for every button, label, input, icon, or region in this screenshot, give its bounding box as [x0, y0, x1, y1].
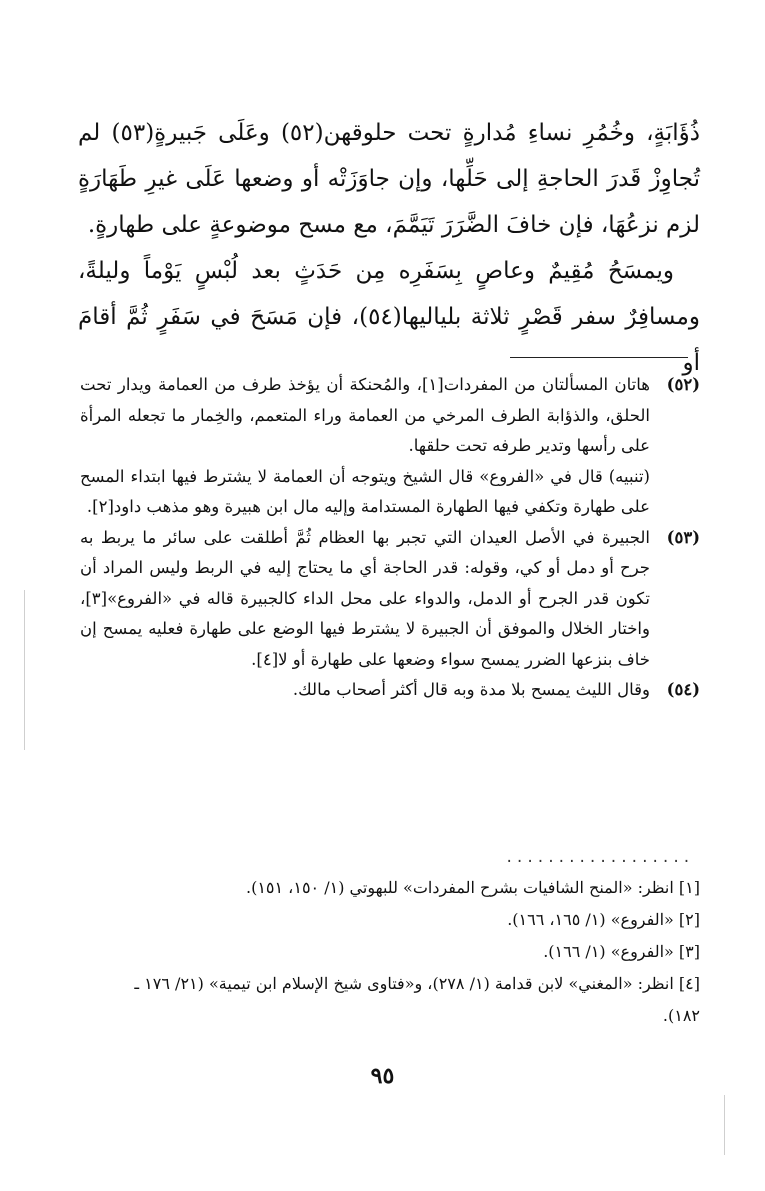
footnote-body: [80, 370, 650, 523]
footnote: [80, 523, 700, 676]
reference-separator-dots: ..................: [505, 850, 693, 866]
footnote-separator-line: [510, 357, 688, 358]
footnote-paragraph: هاتان المسألتان من المفردات[١]، والمُحنكة أن يؤخذ طرف من العمامة ويدار تحت الحلق، والذؤابة الطرف المرخي من العمامة وراء المتعمم، والخِمار ما تجعله المرأة على رأسها وتدير طرفه تحت حلقها.: [80, 375, 650, 455]
main-paragraph: ذُؤَابَةٍ، وخُمُرِ نساءِ مُدارةٍ تحت حلوقهن(٥٢) وعَلَى جَبيرةٍ(٥٣) لم تُجاوِزْ قَدرَ الحاجةِ إلى حَلِّها، وإن جاوَزَتْه أو وضعها عَلَى غيرِ طَهَارَةٍ لزم نزعُهَا، فإن خافَ الضَّرَرَ تَيَمَّمَ، مع مسح موضوعةٍ على طهارةٍ.: [78, 120, 700, 238]
reference-item: [٣] «الفروع» (١/ ١٦٦).: [543, 942, 700, 961]
reference-item: [١] انظر: «المنح الشافيات بشرح المفردات» للبهوتي (١/ ١٥٠، ١٥١).: [245, 878, 700, 897]
footnote: [80, 675, 700, 706]
reference-item: [٢] «الفروع» (١/ ١٦٥، ١٦٦).: [507, 910, 700, 929]
footnotes: [80, 370, 700, 706]
main-paragraph: ويمسَحُ مُقِيمٌ وعاصٍ بِسَفَرِه مِن حَدَثٍ بعد لُبْسٍ يَوْماً وليلةً، ومسافِرٌ سفر قَصْرٍ ثلاثة بلياليها(٥٤)، فإن مَسَحَ في سَفَرٍ ثُمَّ أقامَ أو: [78, 258, 700, 376]
scan-edge-mark: [24, 590, 25, 750]
main-text: [78, 110, 700, 386]
footnote-number: (٥٢): [666, 375, 700, 394]
footnote-paragraph: الجبيرة في الأصل العيدان التي تجبر بها العظام ثُمَّ أطلقت على سائر ما يربط به جرح أو دمل أو كي، وقوله: قدر الحاجة أي ما يحتاج إليه في الربط وليس المراد أن تكون قدر الجرح أو الدمل، والدواء على محل الداء كالجبيرة قاله في «الفروع»[٣]، واختار الخلال والموفق أن الجبيرة لا يشترط فيها الوضع على طهارة فعليه يمسح إن خاف بنزعها الضرر يمسح سواء وضعها على طهارة أو لا[٤].: [80, 527, 650, 669]
scan-edge-mark: [724, 1095, 725, 1155]
footnote-paragraph: وقال الليث يمسح بلا مدة وبه قال أكثر أصحاب مالك.: [292, 680, 650, 699]
footnote: [80, 370, 700, 523]
footnote-paragraph: (تنبيه) قال في «الفروع» قال الشيخ ويتوجه أن العمامة لا يشترط فيها ابتداء المسح على طهارة وتكفي فيها الطهارة المستدامة وإليه مال ابن هبيرة وهو مذهب داود[٢].: [80, 466, 650, 516]
references: [100, 872, 700, 1032]
footnote-number: (٥٤): [666, 680, 700, 699]
footnote-body: [80, 675, 650, 706]
page-number: ٩٥: [370, 1063, 395, 1089]
footnote-body: [80, 523, 650, 676]
reference-item: [٤] انظر: «المغني» لابن قدامة (١/ ٢٧٨)، و«فتاوى شيخ الإسلام ابن تيمية» (٢١/ ١٧٦ ـ ١٨٢).: [134, 974, 700, 1025]
footnote-number: (٥٣): [666, 527, 700, 547]
